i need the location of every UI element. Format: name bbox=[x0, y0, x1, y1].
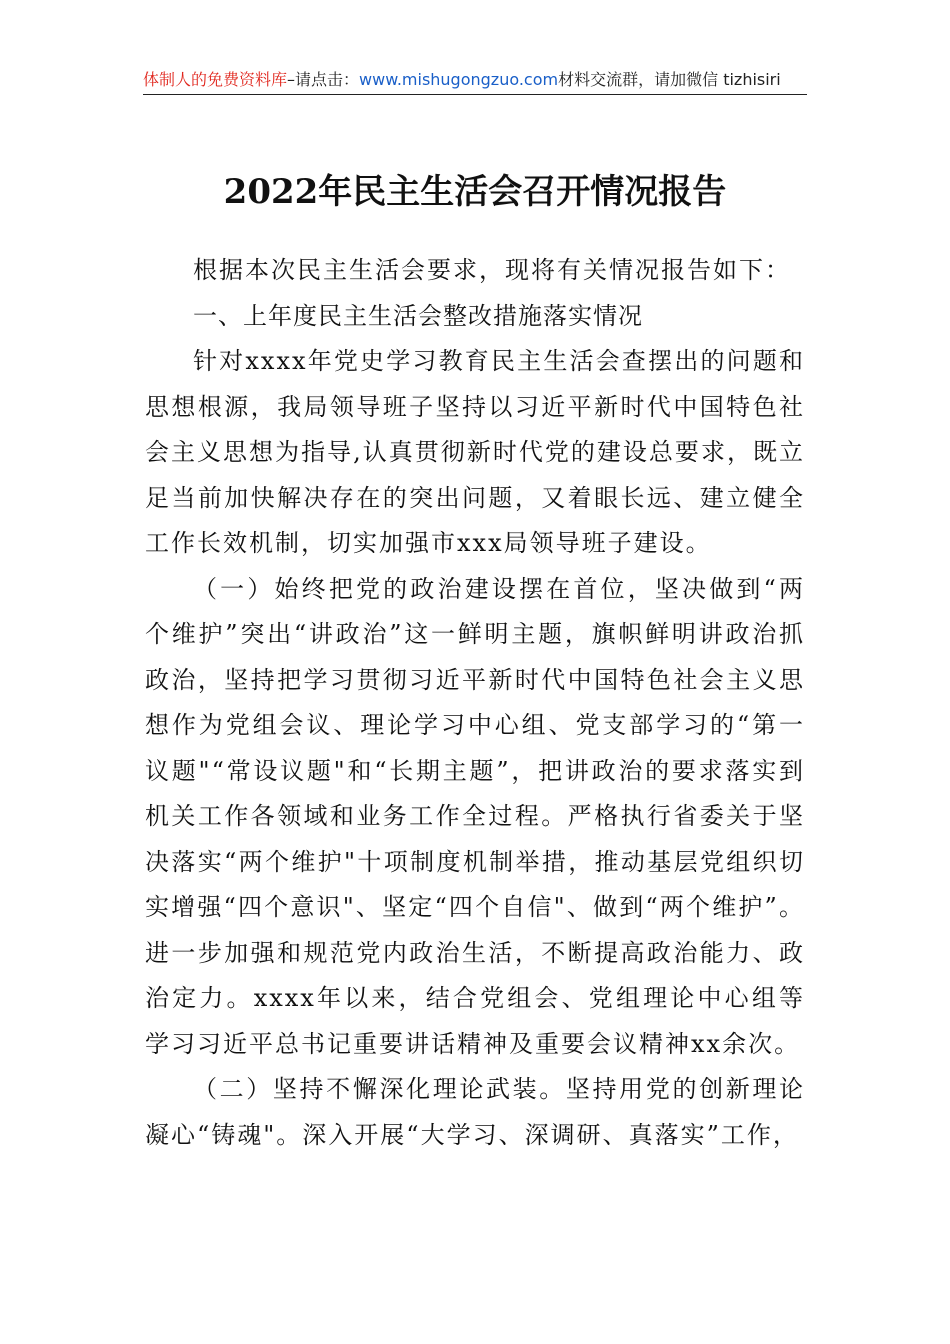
header-divider bbox=[143, 94, 807, 95]
document-body bbox=[145, 248, 805, 1158]
header-prompt: –请点击： bbox=[287, 70, 360, 89]
header-contact: 材料交流群，请加微信 tizhisiri bbox=[558, 70, 781, 89]
body-paragraph: 针对xxxx年党史学习教育民主生活会查摆出的问题和思想根源，我局领导班子坚持以习近平新时代中国特色社会主义思想为指导,认真贯彻新时代党的建设总要求，既立足当前加快解决存在的突出问题，又着眼长远、建立健全工作长效机制，切实加强市xxx局领导班子建设。 bbox=[145, 347, 805, 557]
body-paragraph: （二）坚持不懈深化理论武装。坚持用党的创新理论凝心“铸魂"。深入开展“大学习、深调研、真落实”工作， bbox=[145, 1075, 805, 1149]
section-heading: 一、上年度民主生活会整改措施落实情况 bbox=[193, 301, 643, 330]
header-brand: 体制人的免费资料库 bbox=[143, 70, 288, 89]
intro-paragraph: 根据本次民主生活会要求，现将有关情况报告如下： bbox=[193, 256, 791, 284]
header-link[interactable]: www.mishugongzuo.com bbox=[359, 70, 559, 89]
body-paragraph: （一）始终把党的政治建设摆在首位，坚决做到“两个维护”突出“讲政治”这一鲜明主题，旗帜鲜明讲政治抓政治，坚持把学习贯彻习近平新时代中国特色社会主义思想作为党组会议、理论学习中心组、党支部学习的“第一议题"“常设议题"和“长期主题”，把讲政治的要求落实到机关工作各领域和业务工作全过程。严格执行省委关于坚决落实“两个维护"十项制度机制举措，推动基层党组织切实增强“四个意识"、坚定“四个自信"、做到“两个维护”。进一步加强和规范党内政治生活，不断提高政治能力、政治定力。xxxx年以来，结合党组会、党组理论中心组等学习习近平总书记重要讲话精神及重要会议精神xx余次。 bbox=[145, 574, 805, 1058]
page-header bbox=[143, 66, 807, 94]
document-title: 2022年民主生活会召开情况报告 bbox=[223, 172, 727, 212]
